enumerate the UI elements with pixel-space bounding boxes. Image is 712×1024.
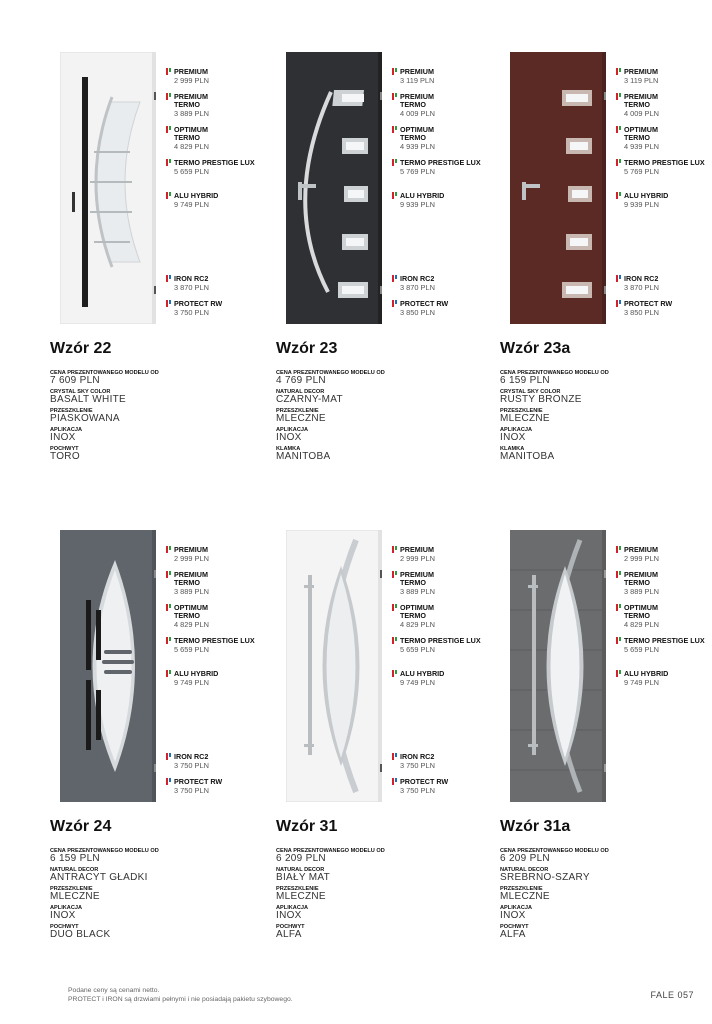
price-item: [166, 159, 266, 176]
spec-value: INOX: [276, 910, 302, 921]
spec-label: PRZESZKLENIE: [276, 886, 319, 892]
price-value: 2 999 PLN: [174, 76, 209, 85]
series-logo-icon: [392, 753, 397, 760]
price-item: [392, 604, 492, 629]
price-series-name: PREMIUM TERMO: [400, 570, 434, 587]
price-value: 3 750 PLN: [400, 761, 435, 770]
spec-label: CRYSTAL SKY COLOR: [50, 389, 111, 395]
price-item: [166, 753, 266, 770]
spec-value: BIAŁY MAT: [276, 872, 331, 883]
model-title: Wzór 23a: [500, 340, 571, 357]
series-logo-icon: [392, 192, 397, 199]
page-number: FALE 057: [650, 990, 694, 1000]
door-image: [60, 52, 156, 324]
series-logo-icon: [166, 753, 171, 760]
spec-label: KLAMKA: [500, 446, 525, 452]
price-item: [166, 126, 266, 151]
price-item: [616, 637, 712, 654]
price-from-value: 7 609 PLN: [50, 375, 100, 386]
price-item: [392, 159, 492, 176]
price-series-name: OPTIMUM TERMO: [624, 125, 658, 142]
price-item: [392, 637, 492, 654]
price-value: 3 889 PLN: [174, 109, 209, 118]
spec-value: ALFA: [500, 929, 526, 940]
price-item: [392, 68, 492, 85]
price-item: [392, 93, 492, 118]
price-item: [616, 571, 712, 596]
product-card-wzor-24: [50, 522, 260, 972]
series-logo-icon: [392, 159, 397, 166]
price-value: 3 750 PLN: [174, 761, 209, 770]
product-card-wzor-23: [276, 44, 486, 494]
spec-label: PRZESZKLENIE: [500, 408, 543, 414]
price-value: 4 829 PLN: [400, 620, 435, 629]
price-value: 3 119 PLN: [624, 76, 659, 85]
series-logo-icon: [392, 126, 397, 133]
price-series-name: ALU HYBRID: [174, 191, 219, 200]
series-logo-icon: [616, 637, 621, 644]
series-logo-icon: [392, 637, 397, 644]
price-item: [392, 126, 492, 151]
price-value: 3 750 PLN: [174, 308, 209, 317]
spec-value: CZARNY-MAT: [276, 394, 343, 405]
price-series-name: PREMIUM: [174, 67, 208, 76]
series-logo-icon: [166, 159, 171, 166]
price-value: 3 750 PLN: [174, 786, 209, 795]
series-logo-icon: [616, 546, 621, 553]
price-from-value: 6 159 PLN: [500, 375, 550, 386]
price-series-name: OPTIMUM TERMO: [400, 603, 434, 620]
price-from-value: 6 159 PLN: [50, 853, 100, 864]
spec-value: DUO BLACK: [50, 929, 111, 940]
price-series-name: IRON RC2: [400, 274, 435, 283]
spec-value: TORO: [50, 451, 80, 462]
spec-value: BASALT WHITE: [50, 394, 127, 405]
door-image: [286, 52, 382, 324]
price-value: 4 009 PLN: [624, 109, 659, 118]
product-card-wzor-31: [276, 522, 486, 972]
price-series-name: OPTIMUM TERMO: [624, 603, 658, 620]
series-logo-icon: [166, 275, 171, 282]
price-value: 4 939 PLN: [624, 142, 659, 151]
price-series-name: PREMIUM: [400, 545, 434, 554]
spec-label: CRYSTAL SKY COLOR: [500, 389, 561, 395]
price-series-name: PROTECT RW: [624, 299, 673, 308]
series-logo-icon: [166, 192, 171, 199]
spec-label: APLIKACJA: [500, 905, 533, 911]
price-value: 3 850 PLN: [400, 308, 435, 317]
series-logo-icon: [392, 93, 397, 100]
spec-value: INOX: [50, 910, 76, 921]
price-item: [616, 300, 712, 317]
series-logo-icon: [166, 68, 171, 75]
spec-label: POCHWYT: [276, 924, 305, 930]
price-value: 2 999 PLN: [624, 554, 659, 563]
price-from-label: CENA PREZENTOWANEGO MODELU OD: [276, 370, 385, 376]
price-from-label: CENA PREZENTOWANEGO MODELU OD: [500, 848, 609, 854]
series-logo-icon: [166, 571, 171, 578]
price-item: [166, 670, 266, 687]
price-series-name: PROTECT RW: [400, 299, 449, 308]
spec-label: APLIKACJA: [500, 427, 533, 433]
price-series-name: PROTECT RW: [400, 777, 449, 786]
price-item: [392, 546, 492, 563]
price-series-name: PREMIUM: [624, 67, 658, 76]
price-item: [166, 778, 266, 795]
price-value: 5 769 PLN: [624, 167, 659, 176]
spec-value: INOX: [276, 432, 302, 443]
price-from-value: 6 209 PLN: [276, 853, 326, 864]
price-series-name: ALU HYBRID: [624, 669, 669, 678]
series-logo-icon: [616, 192, 621, 199]
price-item: [392, 670, 492, 687]
price-item: [392, 192, 492, 209]
price-series-name: OPTIMUM TERMO: [400, 125, 434, 142]
spec-label: PRZESZKLENIE: [276, 408, 319, 414]
spec-label: NATURAL DECOR: [50, 867, 99, 873]
product-card-wzor-31a: [500, 522, 710, 972]
price-series-name: IRON RC2: [174, 752, 209, 761]
spec-label: PRZESZKLENIE: [500, 886, 543, 892]
price-series-name: TERMO PRESTIGE LUX: [174, 158, 255, 167]
price-value: 5 659 PLN: [174, 167, 209, 176]
price-item: [616, 604, 712, 629]
series-logo-icon: [392, 68, 397, 75]
price-from-value: 6 209 PLN: [500, 853, 550, 864]
price-item: [616, 670, 712, 687]
price-value: 9 749 PLN: [400, 678, 435, 687]
price-value: 9 749 PLN: [174, 678, 209, 687]
series-logo-icon: [166, 670, 171, 677]
price-item: [166, 571, 266, 596]
spec-value: PIASKOWANA: [50, 413, 120, 424]
series-logo-icon: [392, 604, 397, 611]
series-logo-icon: [392, 778, 397, 785]
spec-label: PRZESZKLENIE: [50, 408, 93, 414]
price-series-name: IRON RC2: [400, 752, 435, 761]
product-specs: [276, 848, 486, 943]
series-logo-icon: [166, 778, 171, 785]
price-item: [616, 192, 712, 209]
price-series-name: PREMIUM: [174, 545, 208, 554]
spec-label: POCHWYT: [50, 446, 79, 452]
spec-value: MLECZNE: [50, 891, 100, 902]
spec-value: MANITOBA: [276, 451, 331, 462]
footnote-line: Podane ceny są cenami netto.: [68, 987, 160, 994]
price-series-name: PROTECT RW: [174, 777, 223, 786]
price-item: [616, 93, 712, 118]
price-value: 4 829 PLN: [174, 620, 209, 629]
series-logo-icon: [392, 546, 397, 553]
price-value: 3 750 PLN: [400, 786, 435, 795]
price-value: 9 749 PLN: [174, 200, 209, 209]
price-value: 3 889 PLN: [174, 587, 209, 596]
price-item: [616, 126, 712, 151]
series-logo-icon: [166, 637, 171, 644]
series-logo-icon: [392, 571, 397, 578]
spec-value: ANTRACYT GŁADKI: [50, 872, 148, 883]
price-value: 9 939 PLN: [624, 200, 659, 209]
series-logo-icon: [166, 546, 171, 553]
price-series-name: PREMIUM TERMO: [624, 570, 658, 587]
spec-value: INOX: [500, 910, 526, 921]
price-series-name: PROTECT RW: [174, 299, 223, 308]
price-series-name: IRON RC2: [624, 274, 659, 283]
spec-value: INOX: [500, 432, 526, 443]
price-series-name: TERMO PRESTIGE LUX: [174, 636, 255, 645]
price-series-name: PREMIUM: [400, 67, 434, 76]
price-value: 4 939 PLN: [400, 142, 435, 151]
series-logo-icon: [166, 604, 171, 611]
price-value: 5 659 PLN: [624, 645, 659, 654]
price-series-name: PREMIUM TERMO: [624, 92, 658, 109]
price-from-label: CENA PREZENTOWANEGO MODELU OD: [50, 370, 159, 376]
spec-label: PRZESZKLENIE: [50, 886, 93, 892]
series-logo-icon: [616, 275, 621, 282]
series-logo-icon: [166, 126, 171, 133]
price-series-name: PREMIUM TERMO: [174, 92, 208, 109]
spec-label: APLIKACJA: [50, 905, 83, 911]
price-series-name: IRON RC2: [174, 274, 209, 283]
model-title: Wzór 22: [50, 340, 112, 357]
price-value: 9 939 PLN: [400, 200, 435, 209]
price-series-name: OPTIMUM TERMO: [174, 125, 208, 142]
price-item: [392, 275, 492, 292]
price-value: 9 749 PLN: [624, 678, 659, 687]
product-specs: [50, 848, 260, 943]
spec-label: POCHWYT: [500, 924, 529, 930]
price-value: 2 999 PLN: [174, 554, 209, 563]
price-series-name: TERMO PRESTIGE LUX: [400, 636, 481, 645]
model-title: Wzór 24: [50, 818, 112, 835]
price-series-name: OPTIMUM TERMO: [174, 603, 208, 620]
price-value: 4 829 PLN: [624, 620, 659, 629]
spec-value: MLECZNE: [500, 891, 550, 902]
series-logo-icon: [166, 93, 171, 100]
price-value: 3 889 PLN: [400, 587, 435, 596]
price-item: [616, 68, 712, 85]
door-image: [510, 52, 606, 324]
price-series-name: PREMIUM TERMO: [400, 92, 434, 109]
price-item: [392, 753, 492, 770]
spec-label: NATURAL DECOR: [276, 389, 325, 395]
product-specs: [500, 370, 710, 465]
spec-value: MANITOBA: [500, 451, 555, 462]
price-item: [166, 546, 266, 563]
price-item: [166, 93, 266, 118]
door-image: [286, 530, 382, 802]
price-value: 3 850 PLN: [624, 308, 659, 317]
price-series-name: ALU HYBRID: [174, 669, 219, 678]
spec-label: APLIKACJA: [50, 427, 83, 433]
price-from-label: CENA PREZENTOWANEGO MODELU OD: [276, 848, 385, 854]
series-logo-icon: [616, 93, 621, 100]
series-logo-icon: [166, 300, 171, 307]
spec-label: NATURAL DECOR: [500, 867, 549, 873]
series-logo-icon: [392, 670, 397, 677]
series-logo-icon: [616, 604, 621, 611]
price-item: [392, 778, 492, 795]
series-logo-icon: [616, 670, 621, 677]
spec-label: APLIKACJA: [276, 427, 309, 433]
price-series-name: TERMO PRESTIGE LUX: [624, 158, 705, 167]
product-specs: [500, 848, 710, 943]
price-series-name: PREMIUM TERMO: [174, 570, 208, 587]
price-value: 5 659 PLN: [174, 645, 209, 654]
product-specs: [50, 370, 260, 465]
footnote: [68, 987, 293, 1004]
price-from-value: 4 769 PLN: [276, 375, 326, 386]
price-item: [616, 159, 712, 176]
series-logo-icon: [616, 300, 621, 307]
price-series-name: ALU HYBRID: [400, 669, 445, 678]
price-item: [392, 571, 492, 596]
price-item: [166, 637, 266, 654]
series-logo-icon: [392, 275, 397, 282]
price-item: [392, 300, 492, 317]
product-card-wzor-22: [50, 44, 260, 494]
door-image: [60, 530, 156, 802]
spec-value: MLECZNE: [276, 413, 326, 424]
model-title: Wzór 31: [276, 818, 338, 835]
price-value: 3 889 PLN: [624, 587, 659, 596]
spec-value: MLECZNE: [276, 891, 326, 902]
spec-label: APLIKACJA: [276, 905, 309, 911]
spec-value: RUSTY BRONZE: [500, 394, 582, 405]
price-value: 2 999 PLN: [400, 554, 435, 563]
series-logo-icon: [616, 68, 621, 75]
series-logo-icon: [392, 300, 397, 307]
series-logo-icon: [616, 159, 621, 166]
price-value: 5 769 PLN: [400, 167, 435, 176]
spec-value: ALFA: [276, 929, 302, 940]
model-title: Wzór 23: [276, 340, 338, 357]
door-image: [510, 530, 606, 802]
price-series-name: PREMIUM: [624, 545, 658, 554]
spec-value: MLECZNE: [500, 413, 550, 424]
price-item: [166, 275, 266, 292]
price-series-name: ALU HYBRID: [624, 191, 669, 200]
price-value: 4 009 PLN: [400, 109, 435, 118]
spec-label: NATURAL DECOR: [276, 867, 325, 873]
series-logo-icon: [616, 571, 621, 578]
price-from-label: CENA PREZENTOWANEGO MODELU OD: [500, 370, 609, 376]
price-item: [166, 68, 266, 85]
price-from-label: CENA PREZENTOWANEGO MODELU OD: [50, 848, 159, 854]
price-series-name: ALU HYBRID: [400, 191, 445, 200]
spec-label: KLAMKA: [276, 446, 301, 452]
product-card-wzor-23a: [500, 44, 710, 494]
price-value: 3 870 PLN: [174, 283, 209, 292]
spec-label: POCHWYT: [50, 924, 79, 930]
model-title: Wzór 31a: [500, 818, 571, 835]
price-series-name: TERMO PRESTIGE LUX: [624, 636, 705, 645]
price-value: 5 659 PLN: [400, 645, 435, 654]
footnote-line: PROTECT i IRON są drzwiami pełnymi i nie posiadają pakietu szybowego.: [68, 995, 293, 1003]
price-value: 3 119 PLN: [400, 76, 435, 85]
price-item: [166, 192, 266, 209]
price-item: [166, 300, 266, 317]
product-specs: [276, 370, 486, 465]
spec-value: INOX: [50, 432, 76, 443]
price-value: 3 870 PLN: [400, 283, 435, 292]
price-item: [616, 546, 712, 563]
price-value: 3 870 PLN: [624, 283, 659, 292]
price-value: 4 829 PLN: [174, 142, 209, 151]
price-item: [166, 604, 266, 629]
series-logo-icon: [616, 126, 621, 133]
price-item: [616, 275, 712, 292]
spec-value: SREBRNO-SZARY: [500, 872, 590, 883]
price-series-name: TERMO PRESTIGE LUX: [400, 158, 481, 167]
